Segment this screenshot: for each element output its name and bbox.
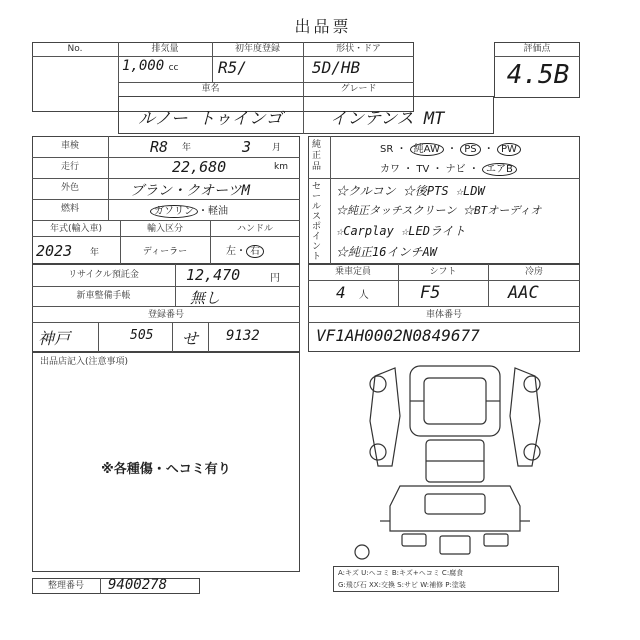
sales-point-2: ☆純正タッチスクリーン ☆BTオーディオ: [336, 204, 542, 217]
legend-line-1: A:キズ U:ヘコミ B:キズ+ヘコミ C:腐食: [338, 569, 464, 577]
fuel-options: [150, 202, 298, 219]
mileage-label: 走行: [60, 162, 79, 172]
notes-label: 出品店記入(注意事項): [40, 357, 129, 367]
handle-right: 右: [246, 245, 264, 258]
sales-point-1: ☆クルコン ☆後PTS ☆LDW: [336, 184, 485, 198]
car-name-label: 車名: [201, 84, 220, 94]
grade-value: インテンス MT: [330, 109, 445, 129]
shaken-year-unit: 年: [182, 143, 192, 153]
mgmt-label: 整理番号: [47, 581, 84, 591]
equipment-row-2: カワ ・ TV ・ ナビ ・ エアB: [380, 160, 580, 176]
displacement-label: 排気量: [151, 44, 179, 54]
recycle-number: 12,470: [186, 266, 241, 284]
fuel-gas: ガソリン: [150, 205, 198, 218]
sales-side-label: セールスポイント: [312, 182, 322, 262]
first-reg-value: R5/: [218, 58, 247, 77]
handle-left: 左: [226, 246, 236, 257]
mileage-unit: km: [274, 162, 288, 172]
handle-label: ハンドル: [236, 224, 273, 234]
import-value: ディーラー: [142, 247, 188, 257]
handle-value: [226, 242, 298, 260]
plate-class: 505: [130, 328, 154, 343]
shaken-month: 3: [242, 138, 252, 156]
color-value: ブラン・クオーツM: [130, 183, 250, 199]
capacity-unit: 人: [358, 290, 369, 301]
car-damage-diagram: [340, 356, 570, 566]
car-name-value: ルノー トゥインゴ: [138, 109, 283, 129]
year-number: 2023: [36, 242, 73, 260]
vin-label: 車体番号: [425, 310, 462, 320]
page-title: 出品票: [294, 17, 352, 36]
capacity-label: 乗車定員: [334, 267, 371, 277]
shift-value: F5: [420, 283, 441, 303]
capacity-number: 4: [336, 283, 346, 302]
vin-value: VF1AH0002N0849677: [316, 326, 480, 345]
displacement-value: [122, 58, 210, 80]
grade-label: グレード: [340, 84, 377, 94]
color-label: 外色: [60, 183, 79, 193]
plate-kana: せ: [182, 329, 199, 348]
displacement-number: 1,000: [122, 58, 165, 74]
mileage-value: [110, 158, 298, 178]
mgmt-value: 9400278: [108, 577, 168, 593]
equip-tv: TV: [416, 164, 430, 175]
fuel-diesel: 軽油: [208, 206, 228, 217]
genuine-side-label: 純正品: [312, 140, 322, 172]
shaken-month-unit: 月: [272, 143, 282, 153]
inspection-label: 新車整備手帳: [76, 291, 131, 301]
body-type-value: 5D/HB: [312, 58, 361, 77]
equip-airbag: エアB: [482, 163, 517, 176]
sales-point-3: ☆Carplay ☆LEDライト: [336, 224, 466, 238]
inspection-value: 無し: [190, 289, 221, 307]
fuel-label: 燃料: [60, 204, 79, 214]
equip-navi: ナビ: [445, 164, 466, 175]
capacity-value: [336, 283, 396, 302]
year-value: [34, 238, 118, 262]
equip-aw: 純AW: [410, 143, 444, 156]
plate-label: 登録番号: [147, 310, 184, 320]
year-unit: 年: [90, 248, 100, 258]
first-reg-label: 初年度登録: [234, 44, 280, 54]
shift-label: シフト: [429, 267, 457, 277]
equip-ps: PS: [460, 143, 480, 156]
sales-point-4: ☆純正16インチAW: [336, 245, 437, 259]
shaken-value: [130, 137, 296, 157]
ac-value: AAC: [508, 283, 539, 303]
displacement-unit: cc: [168, 63, 179, 73]
mileage-number: 22,680: [172, 158, 227, 176]
shaken-era: R8: [150, 138, 169, 156]
body-type-label: 形状・ドア: [336, 44, 381, 54]
notes-text: ※各種傷・ヘコミ有り: [101, 462, 231, 477]
plate-number: 9132: [226, 328, 260, 344]
recycle-value: [176, 265, 298, 286]
handle-sep: ・: [236, 246, 246, 257]
score-label: 評価点: [523, 44, 551, 54]
score-value: 4.5B: [506, 60, 570, 90]
equipment-row-1: SR ・ 純AW ・ PS ・ PW: [380, 140, 580, 156]
fuel-sep: ・: [198, 206, 208, 217]
import-label: 輸入区分: [146, 224, 183, 234]
legend-line-2: G:飛び石 XX:交換 S:サビ W:補修 P:塗装: [338, 581, 466, 589]
recycle-unit: 円: [270, 273, 280, 284]
year-label: 年式(輸入車): [49, 224, 103, 234]
shaken-label: 車検: [60, 141, 79, 151]
equip-pw: PW: [497, 143, 521, 156]
plate-area: 神戸: [38, 329, 71, 348]
equip-sr: SR: [380, 144, 394, 155]
equip-leather: カワ: [380, 164, 400, 175]
no-label: No.: [67, 44, 83, 54]
ac-label: 冷房: [524, 267, 543, 277]
recycle-label: リサイクル預託金: [68, 270, 139, 280]
